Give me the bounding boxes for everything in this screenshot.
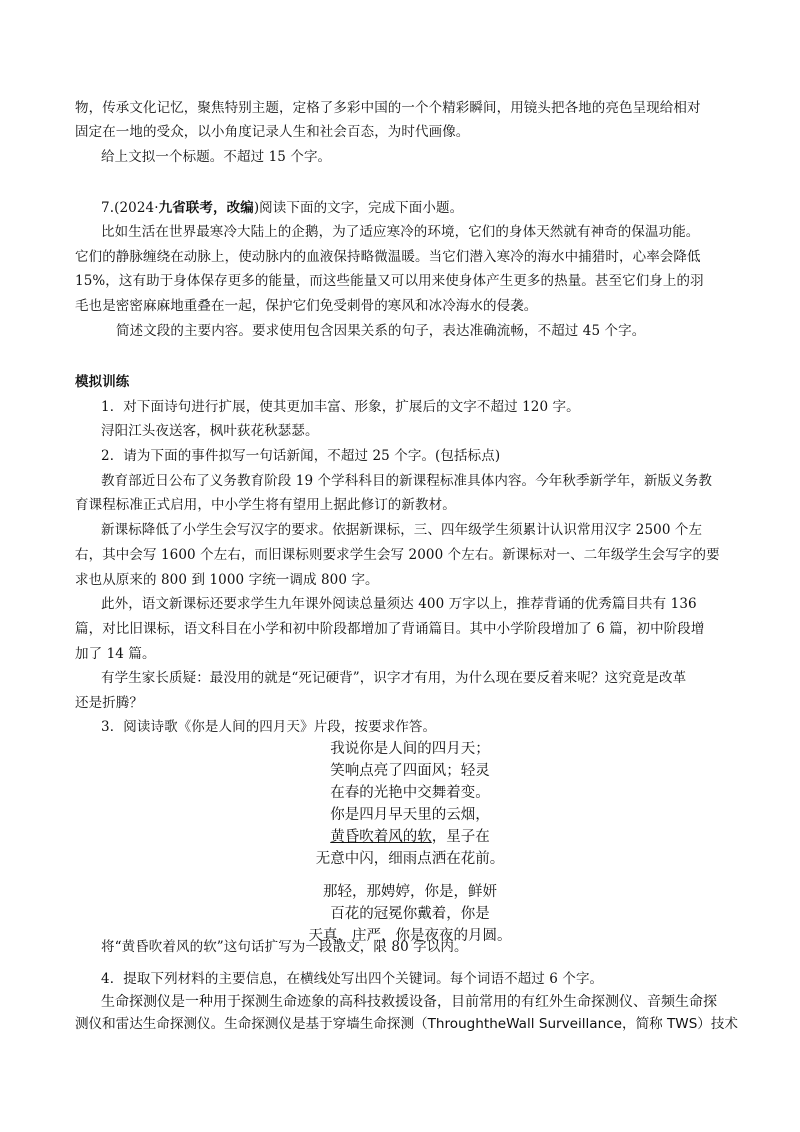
question-7-source-suffix: )阅读下面的文字，完成下面小题。	[253, 200, 464, 216]
question-7-source-prefix: 7.(2024·	[101, 200, 159, 216]
news-line: 还是折腾？	[75, 695, 143, 711]
passage-line: 它们的静脉缠绕在动脉上，使动脉内的血液保持略微温暖。当它们潜入寒冷的海水中捕猎时，心率会降低	[75, 249, 701, 265]
poem-line: 那轻，那娉婷，你是，鲜妍	[323, 884, 497, 900]
paragraph-line: 固定在一地的受众，以小角度记录人生和社会百态，为时代画像。	[75, 124, 470, 140]
task-line: 将“黄昏吹着风的软”这句话扩写为一段散文，限 80 字以内。	[101, 939, 468, 955]
poem-line: 百花的冠冕你戴着，你是	[330, 906, 490, 922]
passage-line: 比如生活在世界最寒冷大陆上的企鹅，为了适应寒冷的环境，它们的身体天然就有神奇的保温功能。	[101, 224, 700, 240]
news-line: 育课程标准正式启用，中小学生将有望用上据此修订的新教材。	[75, 497, 456, 513]
poem-line: 天真，庄严，你是夜夜的月圆。	[308, 928, 512, 944]
news-line: 教育部近日公布了义务教育阶段 19 个学科科目的新课程标准具体内容。今年秋季新学年，新版义务教	[101, 473, 712, 489]
passage-line: 毛也是密密麻麻地重叠在一起，保护它们免受刺骨的寒风和冰冷海水的侵袭。	[75, 298, 538, 314]
poem-line: 浔阳江头夜送客，枫叶荻花秋瑟瑟。	[101, 423, 319, 439]
poem-line: 在春的光艳中交舞着变。	[330, 785, 490, 801]
section-heading: 模拟训练	[75, 374, 130, 390]
question-1: 1．对下面诗句进行扩展，使其更加丰富、形象，扩展后的文字不超过 120 字。	[101, 399, 580, 415]
question-7-source: 九省联考，改编	[158, 200, 254, 216]
news-line: 新课标降低了小学生会写汉字的要求。依据新课标，三、四年级学生须累计认识常用汉字 2500 个左	[101, 522, 703, 538]
poem-line: 我说你是人间的四月天；	[330, 741, 490, 757]
news-line: 求也从原来的 800 到 1000 字统一调成 800 字。	[75, 572, 379, 588]
poem-line: 你是四月早天里的云烟，	[330, 807, 490, 823]
question-2: 2．请为下面的事件拟写一句话新闻，不超过 25 个字。(包括标点)	[101, 448, 501, 464]
paragraph-line: 物，传承文化记忆，聚焦特别主题，定格了多彩中国的一个个精彩瞬间，用镜头把各地的亮色呈现给相对	[75, 100, 701, 116]
material-line: 测仪和雷达生命探测仪。生命探测仪是基于穿墙生命探测（ThroughtheWall Surveillance，简称 TWS）技术	[75, 1016, 738, 1032]
news-line: 右，其中会写 1600 个左右，而旧课标则要求学生会写 2000 个左右。新课标对一、二年级学生会写字的要	[75, 547, 720, 563]
question-4: 4．提取下列材料的主要信息，在横线处写出四个关键词。每个词语不超过 6 个字。	[101, 971, 604, 987]
poem-line: 无意中闪，细雨点洒在花前。	[315, 851, 505, 867]
underlined-phrase: 黄昏吹着风的软	[330, 829, 432, 845]
poem-line: 笑响点亮了四面风；轻灵	[330, 763, 490, 779]
news-line: 有学生家长质疑：最没用的就是“死记硬背”，识字才有用，为什么现在要反着来呢？这究竟是改革	[101, 670, 687, 686]
news-line: 篇，对比旧课标，语文科目在小学和初中阶段都增加了背诵篇目。其中小学阶段增加了 6 篇，初中阶段增	[75, 621, 705, 637]
question-3: 3．阅读诗歌《你是人间的四月天》片段，按要求作答。	[101, 719, 437, 735]
poem-line-tail: ，星子在	[431, 829, 490, 845]
task-line: 简述文段的主要内容。要求使用包含因果关系的句子，表达准确流畅，不超过 45 个字。	[116, 323, 646, 339]
task-line: 给上文拟一个标题。不超过 15 个字。	[101, 149, 332, 165]
news-line: 此外，语文新课标还要求学生九年课外阅读总量须达 400 万字以上，推荐背诵的优秀篇目共有 136	[101, 596, 697, 612]
news-line: 加了 14 篇。	[75, 646, 156, 662]
poem-line	[0, 826, 800, 848]
material-line: 生命探测仪是一种用于探测生命迹象的高科技救援设备，目前常用的有红外生命探测仪、音频生命探	[101, 994, 717, 1010]
passage-line: 15%，这有助于身体保存更多的能量，而这些能量又可以用来使身体产生更多的热量。甚至它们身上的羽	[75, 273, 704, 289]
question-7-heading	[101, 198, 463, 218]
